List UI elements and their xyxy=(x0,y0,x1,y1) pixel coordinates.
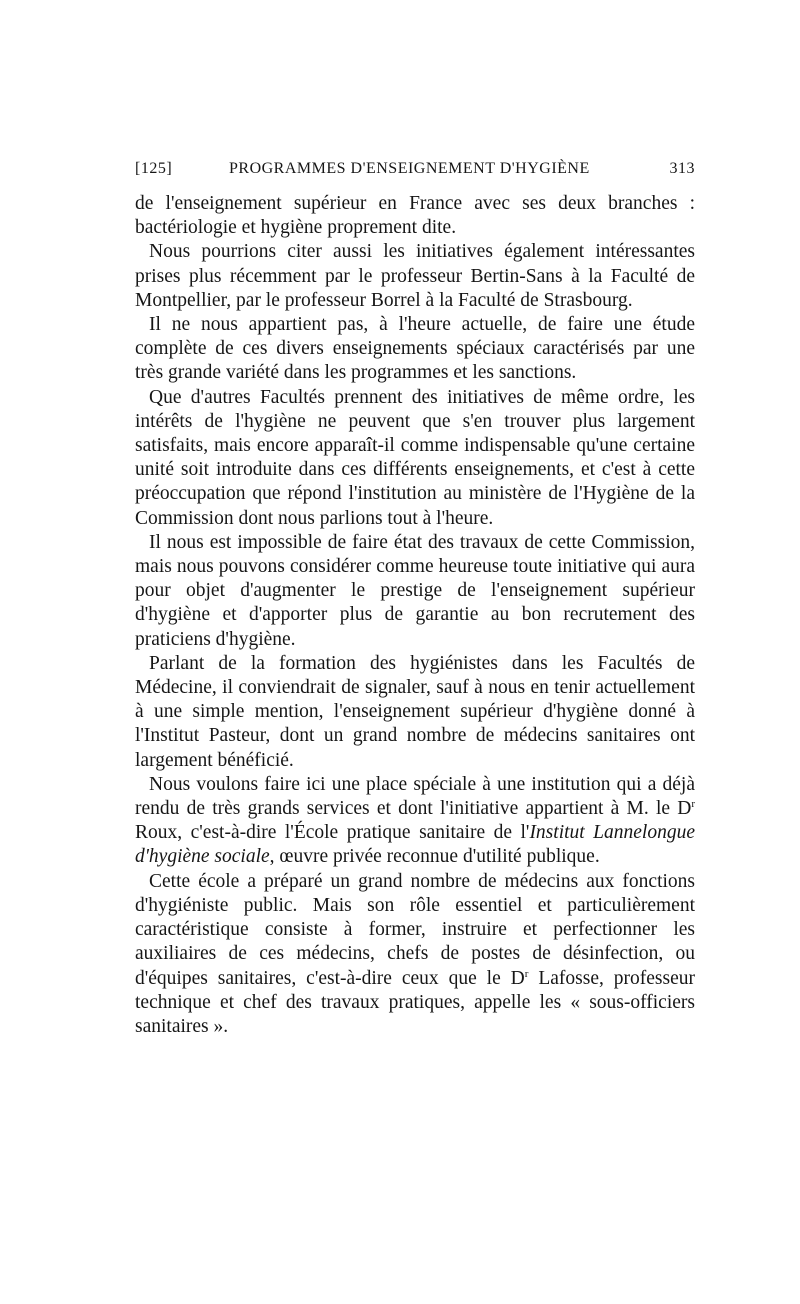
page-number: 313 xyxy=(669,160,695,177)
text-span: Cette école a préparé un grand nombre de médecins aux fonctions d'hygiéniste public. Mais son rôle essentiel et particulièrement caractéristique consiste à former, instruire et perfectionner les auxiliaires de ces médecins, chefs de postes de désinfection, ou d'équipes sanitaires, c'est-à-dire ceux que le D xyxy=(135,870,695,989)
paragraph-other-faculties: Que d'autres Facultés prennent des initiatives de même ordre, les intérêts de l'hygiène ne peuvent que s'en trouver plus largement satisfaits, mais encore apparaît-il comme indispensable qu'une certaine unité soit introduite dans ces différents enseignements, et c'est à cette préoccupation que répond l'institution au ministère de l'Hygiène de la Commission dont nous parlions tout à l'heure. xyxy=(135,386,695,529)
running-header xyxy=(135,160,695,184)
running-title: PROGRAMMES D'ENSEIGNEMENT D'HYGIÈNE xyxy=(229,160,590,177)
text-span: Lafosse, professeur technique et chef des travaux pratiques, appelle les « sous-officiers sanitaires ». xyxy=(135,967,695,1037)
text-span: Nous voulons faire ici une place spéciale à une institution qui a déjà rendu de très grands services et dont l'initiative appartient à M. le D xyxy=(135,773,695,820)
paragraph-special-teachings: Il ne nous appartient pas, à l'heure actuelle, de faire une étude complète de ces divers enseignements spéciaux caractérisés par une très grande variété dans les programmes et les sanctions. xyxy=(135,314,695,384)
superscript: r xyxy=(524,967,529,980)
paragraph-institut-pasteur: Parlant de la formation des hygiénistes dans les Facultés de Médecine, il conviendrait de signaler, sauf à nous en tenir actuellement à une simple mention, l'enseignement supérieur d'hygiène donné à l'Institut Pasteur, dont un grand nombre de médecins sanitaires ont largement bénéficié. xyxy=(135,652,695,771)
text-span: , œuvre privée reconnue d'utilité publique. xyxy=(269,846,600,868)
page-reference: [125] xyxy=(135,160,173,177)
paragraph-continued: de l'enseignement supérieur en France avec ses deux branches : bactériologie et hygiène proprement dite. xyxy=(135,193,695,239)
paragraph-ecole-pratique xyxy=(135,773,695,870)
text-span: Roux, c'est-à-dire l'École pratique sanitaire de l' xyxy=(135,822,530,844)
paragraph-montpellier-strasbourg: Nous pourrions citer aussi les initiatives également intéressantes prises plus récemment par le professeur Bertin-Sans à la Faculté de Montpellier, par le professeur Borrel à la Faculté de Strasbourg. xyxy=(135,241,695,311)
superscript: r xyxy=(691,798,695,811)
paragraph-commission: Il nous est impossible de faire état des travaux de cette Commission, mais nous pouvons considérer comme heureuse toute initiative qui aura pour objet d'augmenter le prestige de l'enseignement supérieur d'hygiène et d'apporter plus de garantie au bon recrutement des praticiens d'hygiène. xyxy=(135,531,695,650)
body-text xyxy=(135,192,695,1039)
institute-name-italic: Institut Lannelongue d'hygiène sociale xyxy=(135,822,695,868)
paragraph-ecole-role xyxy=(135,870,695,1039)
